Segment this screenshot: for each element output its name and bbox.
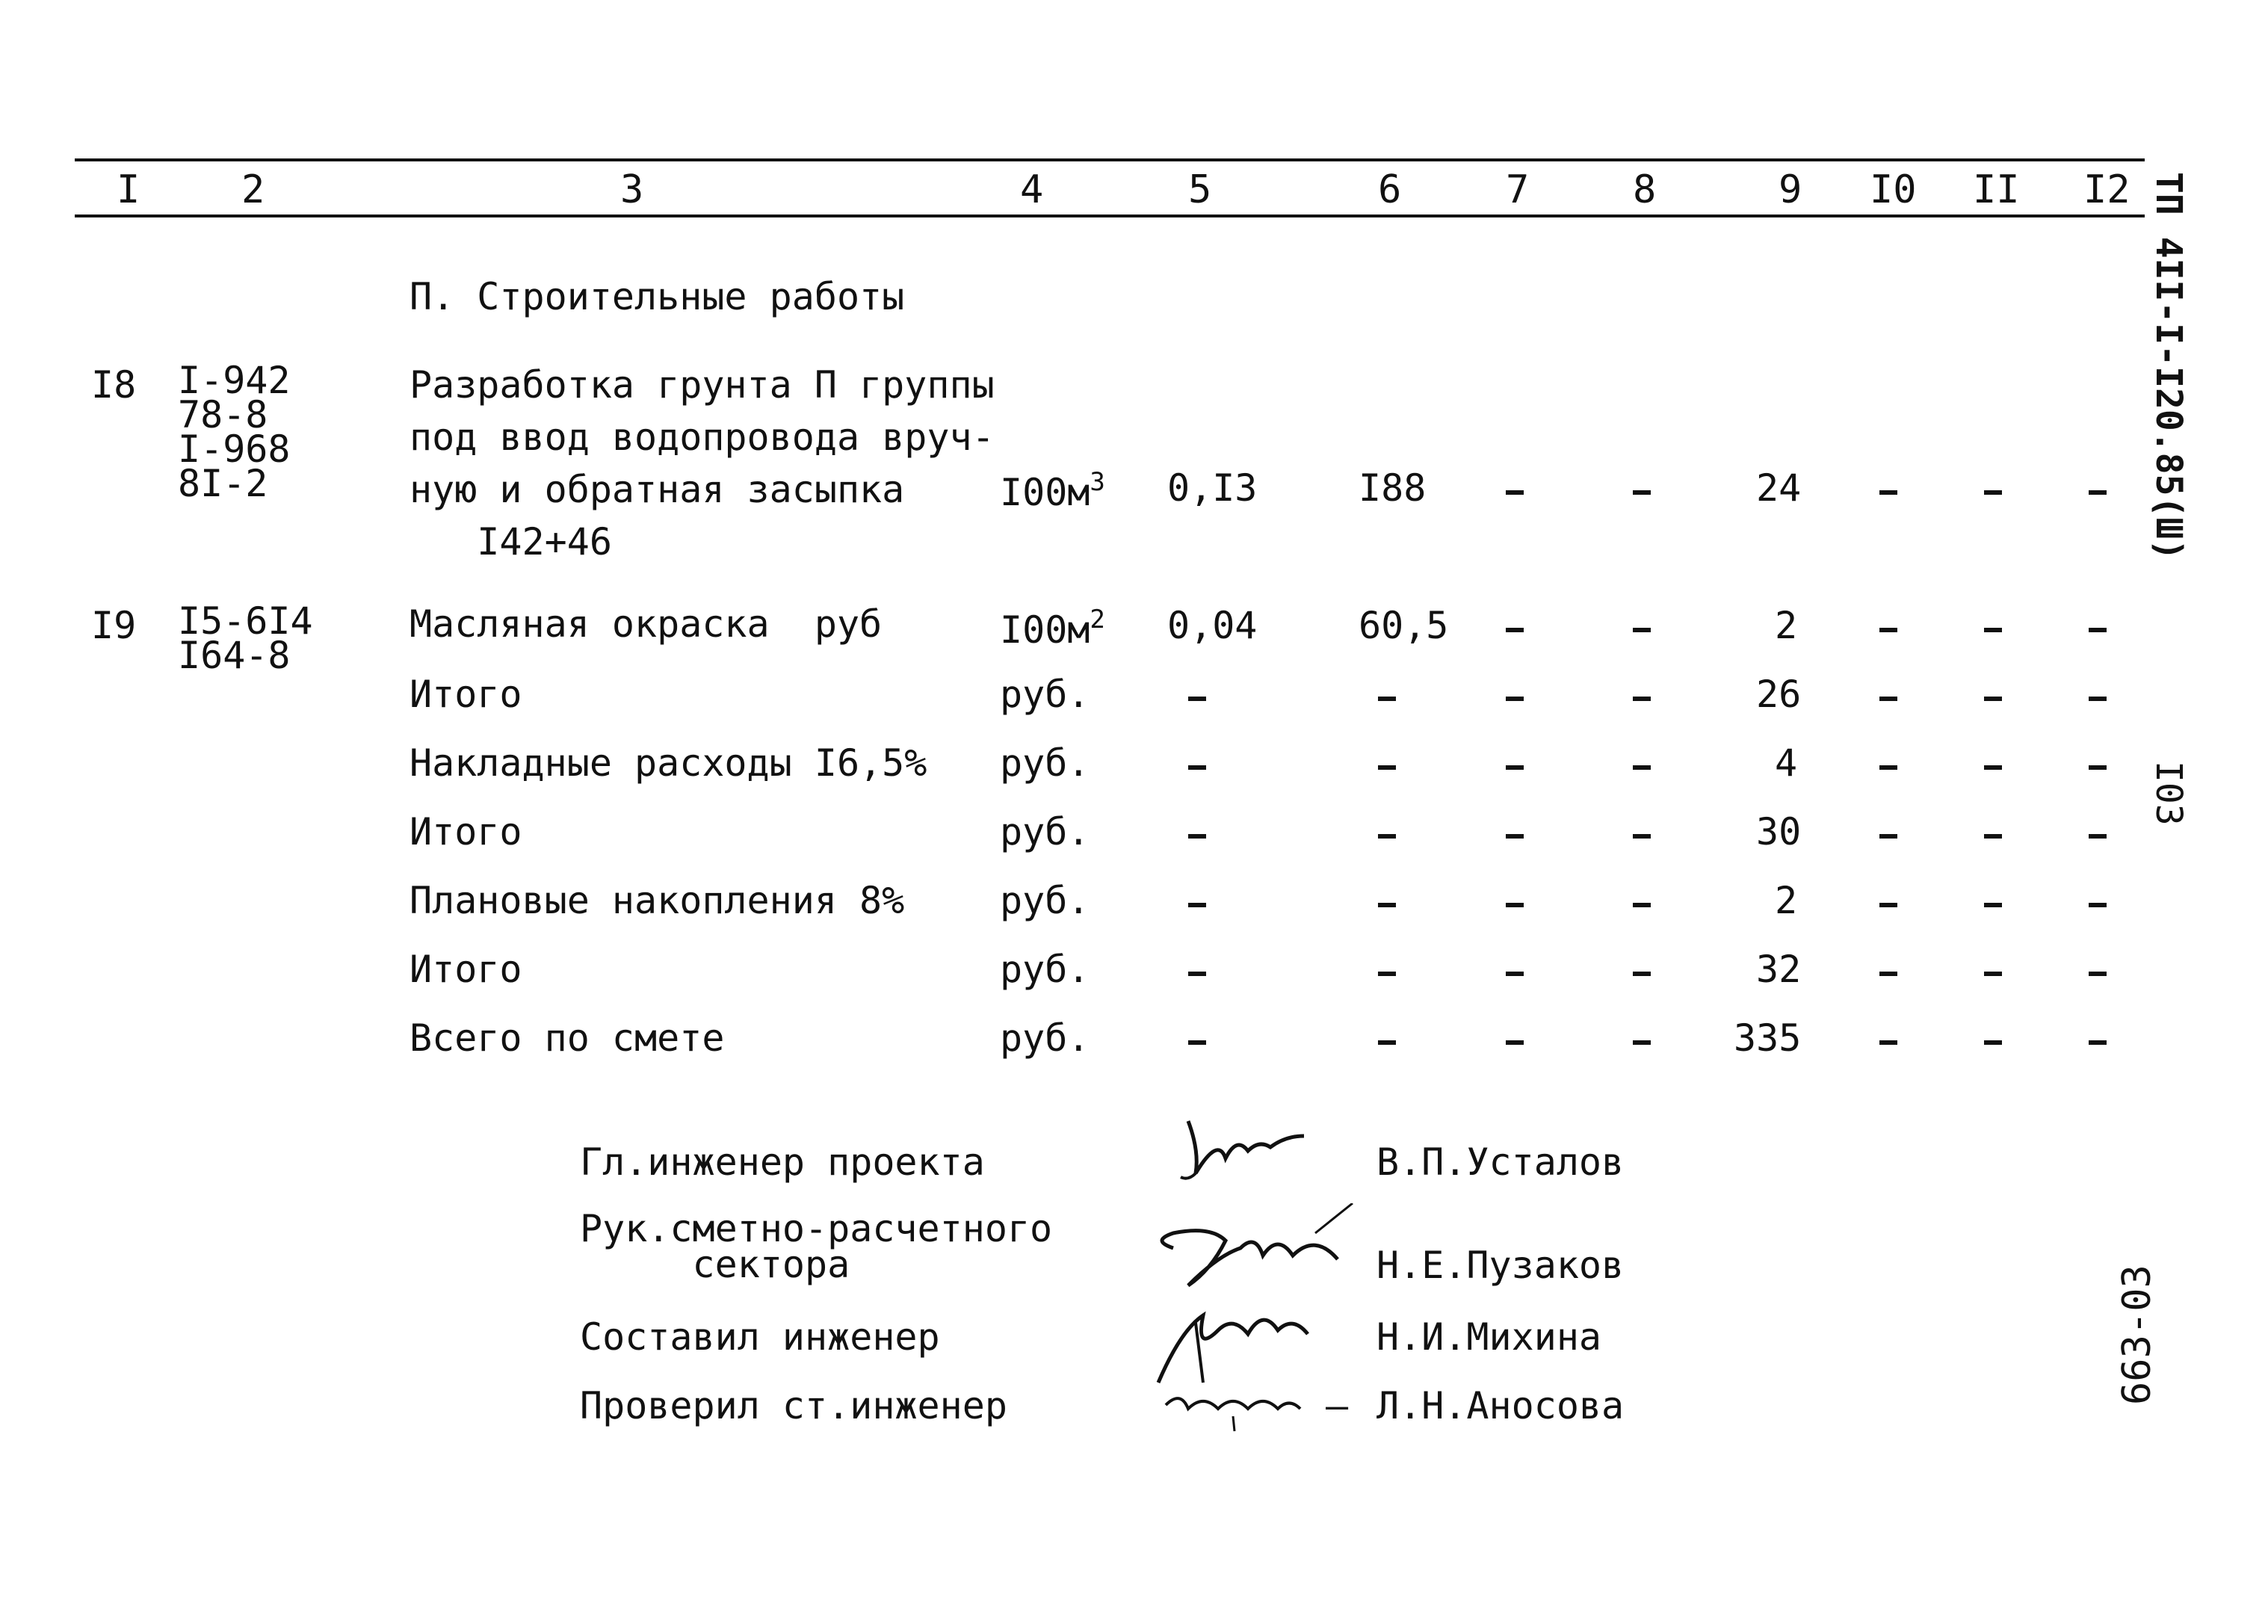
totals-value: 32 [1756,948,1802,991]
dash-col12 [2089,697,2107,701]
dash-col11 [1984,765,2002,770]
dash-col8 [1633,972,1651,976]
header-top-rule [75,158,2145,161]
col-header-11: II [1973,167,2020,212]
totals-unit: руб. [1000,673,1090,716]
dash-col11 [1984,972,2002,976]
row-description: Разработка грунта П группы под ввод водопровода вруч- ную и обратная засыпка I42+46 [410,363,995,564]
page-number: I03 [2148,761,2190,826]
signature-mikhina [1136,1285,1330,1390]
dash-col8 [1633,765,1651,770]
dash-col8 [1633,697,1651,701]
dash-col11 [1984,490,2002,495]
dash-col7 [1506,1040,1524,1045]
row-unit-cost: 60,5 [1359,604,1449,647]
col-header-1: I [117,167,140,212]
col-header-9: 9 [1779,167,1802,212]
dash-col11 [1984,628,2002,632]
dash-col8 [1633,628,1651,632]
col-header-8: 8 [1633,167,1657,212]
dash-col5 [1188,765,1206,770]
dash-col12 [2089,972,2107,976]
dash-col5 [1188,697,1206,701]
totals-unit: руб. [1000,948,1090,991]
signature-dash: – [1326,1384,1349,1427]
dash-col12 [2089,1040,2107,1045]
col-header-3: 3 [620,167,644,212]
row-codes: I-942 78-8 I-968 8I-2 [178,359,291,505]
dash-col8 [1633,834,1651,839]
row-unit: $I00м^2$ [1000,605,1105,652]
row-unit: $I00м^3$ [1000,467,1105,514]
dash-col7 [1506,972,1524,976]
col-header-12: I2 [2083,167,2131,212]
dash-col11 [1984,903,2002,907]
section-title: П. Строительные работы [410,275,905,318]
totals-unit: руб. [1000,741,1090,785]
dash-col12 [2089,628,2107,632]
dash-col12 [2089,834,2107,839]
col-header-7: 7 [1506,167,1530,212]
col-header-4: 4 [1020,167,1044,212]
row-quantity: 0,I3 [1167,466,1258,510]
row-total: 2 [1775,604,1798,647]
totals-label: Итого [410,673,522,716]
totals-value: 26 [1756,673,1802,716]
dash-col7 [1506,490,1524,495]
dash-col10 [1879,1040,1897,1045]
totals-label: Итого [410,948,522,991]
dash-col5 [1188,1040,1206,1045]
signer-name: Н.И.Михина [1376,1315,1602,1359]
dash-col10 [1879,628,1897,632]
totals-label: Всего по смете [410,1016,725,1060]
dash-col8 [1633,1040,1651,1045]
signer-role: Рук.сметно-расчетного сектора [580,1207,1053,1286]
col-header-2: 2 [241,167,265,212]
signer-name: Н.Е.Пузаков [1376,1244,1625,1287]
dash-col6 [1378,972,1396,976]
totals-unit: руб. [1000,1016,1090,1060]
signer-role: Составил инженер [580,1315,940,1359]
dash-col5 [1188,903,1206,907]
dash-col7 [1506,903,1524,907]
signer-role: Проверил ст.инженер [580,1384,1007,1427]
dash-col6 [1378,903,1396,907]
dash-col10 [1879,697,1897,701]
dash-col5 [1188,834,1206,839]
signer-name: В.П.Усталов [1376,1140,1625,1184]
col-header-5: 5 [1188,167,1212,212]
sheet-code: 663-03 [2115,1265,2160,1405]
row-total: 24 [1756,466,1802,510]
dash-col6 [1378,697,1396,701]
dash-col11 [1984,1040,2002,1045]
dash-col10 [1879,765,1897,770]
totals-value: 2 [1775,879,1798,922]
row-description: Масляная окраска руб [410,602,883,646]
row-number: I8 [91,363,137,407]
dash-col5 [1188,972,1206,976]
row-unit-cost: I88 [1359,466,1427,510]
dash-col7 [1506,628,1524,632]
dash-col7 [1506,697,1524,701]
dash-col6 [1378,1040,1396,1045]
totals-unit: руб. [1000,810,1090,853]
dash-col12 [2089,765,2107,770]
dash-col10 [1879,490,1897,495]
row-quantity: 0,04 [1167,604,1258,647]
dash-col7 [1506,765,1524,770]
dash-col7 [1506,834,1524,839]
col-header-6: 6 [1378,167,1402,212]
signer-name: Л.Н.Аносова [1376,1384,1625,1427]
dash-col12 [2089,490,2107,495]
totals-unit: руб. [1000,879,1090,922]
totals-label: Плановые накопления 8% [410,879,905,922]
totals-label: Итого [410,810,522,853]
dash-col8 [1633,490,1651,495]
signature-ustalov [1173,1106,1323,1188]
header-bottom-rule [75,214,2145,217]
signature-anosova [1151,1375,1330,1435]
totals-label: Накладные расходы I6,5% [410,741,927,785]
dash-col6 [1378,765,1396,770]
dash-col10 [1879,972,1897,976]
totals-value: 30 [1756,810,1802,853]
totals-value: 335 [1734,1016,1802,1060]
signer-role: Гл.инженер проекта [580,1140,985,1184]
dash-col10 [1879,903,1897,907]
dash-col12 [2089,903,2107,907]
row-number: I9 [91,604,137,647]
row-codes: I5-6I4 I64-8 [178,599,313,677]
dash-col6 [1378,834,1396,839]
document-code: ТП 4II-I-I20.85(Ш) [2148,172,2190,561]
col-header-10: I0 [1870,167,1917,212]
dash-col11 [1984,697,2002,701]
totals-value: 4 [1775,741,1798,785]
dash-col8 [1633,903,1651,907]
dash-col10 [1879,834,1897,839]
dash-col11 [1984,834,2002,839]
